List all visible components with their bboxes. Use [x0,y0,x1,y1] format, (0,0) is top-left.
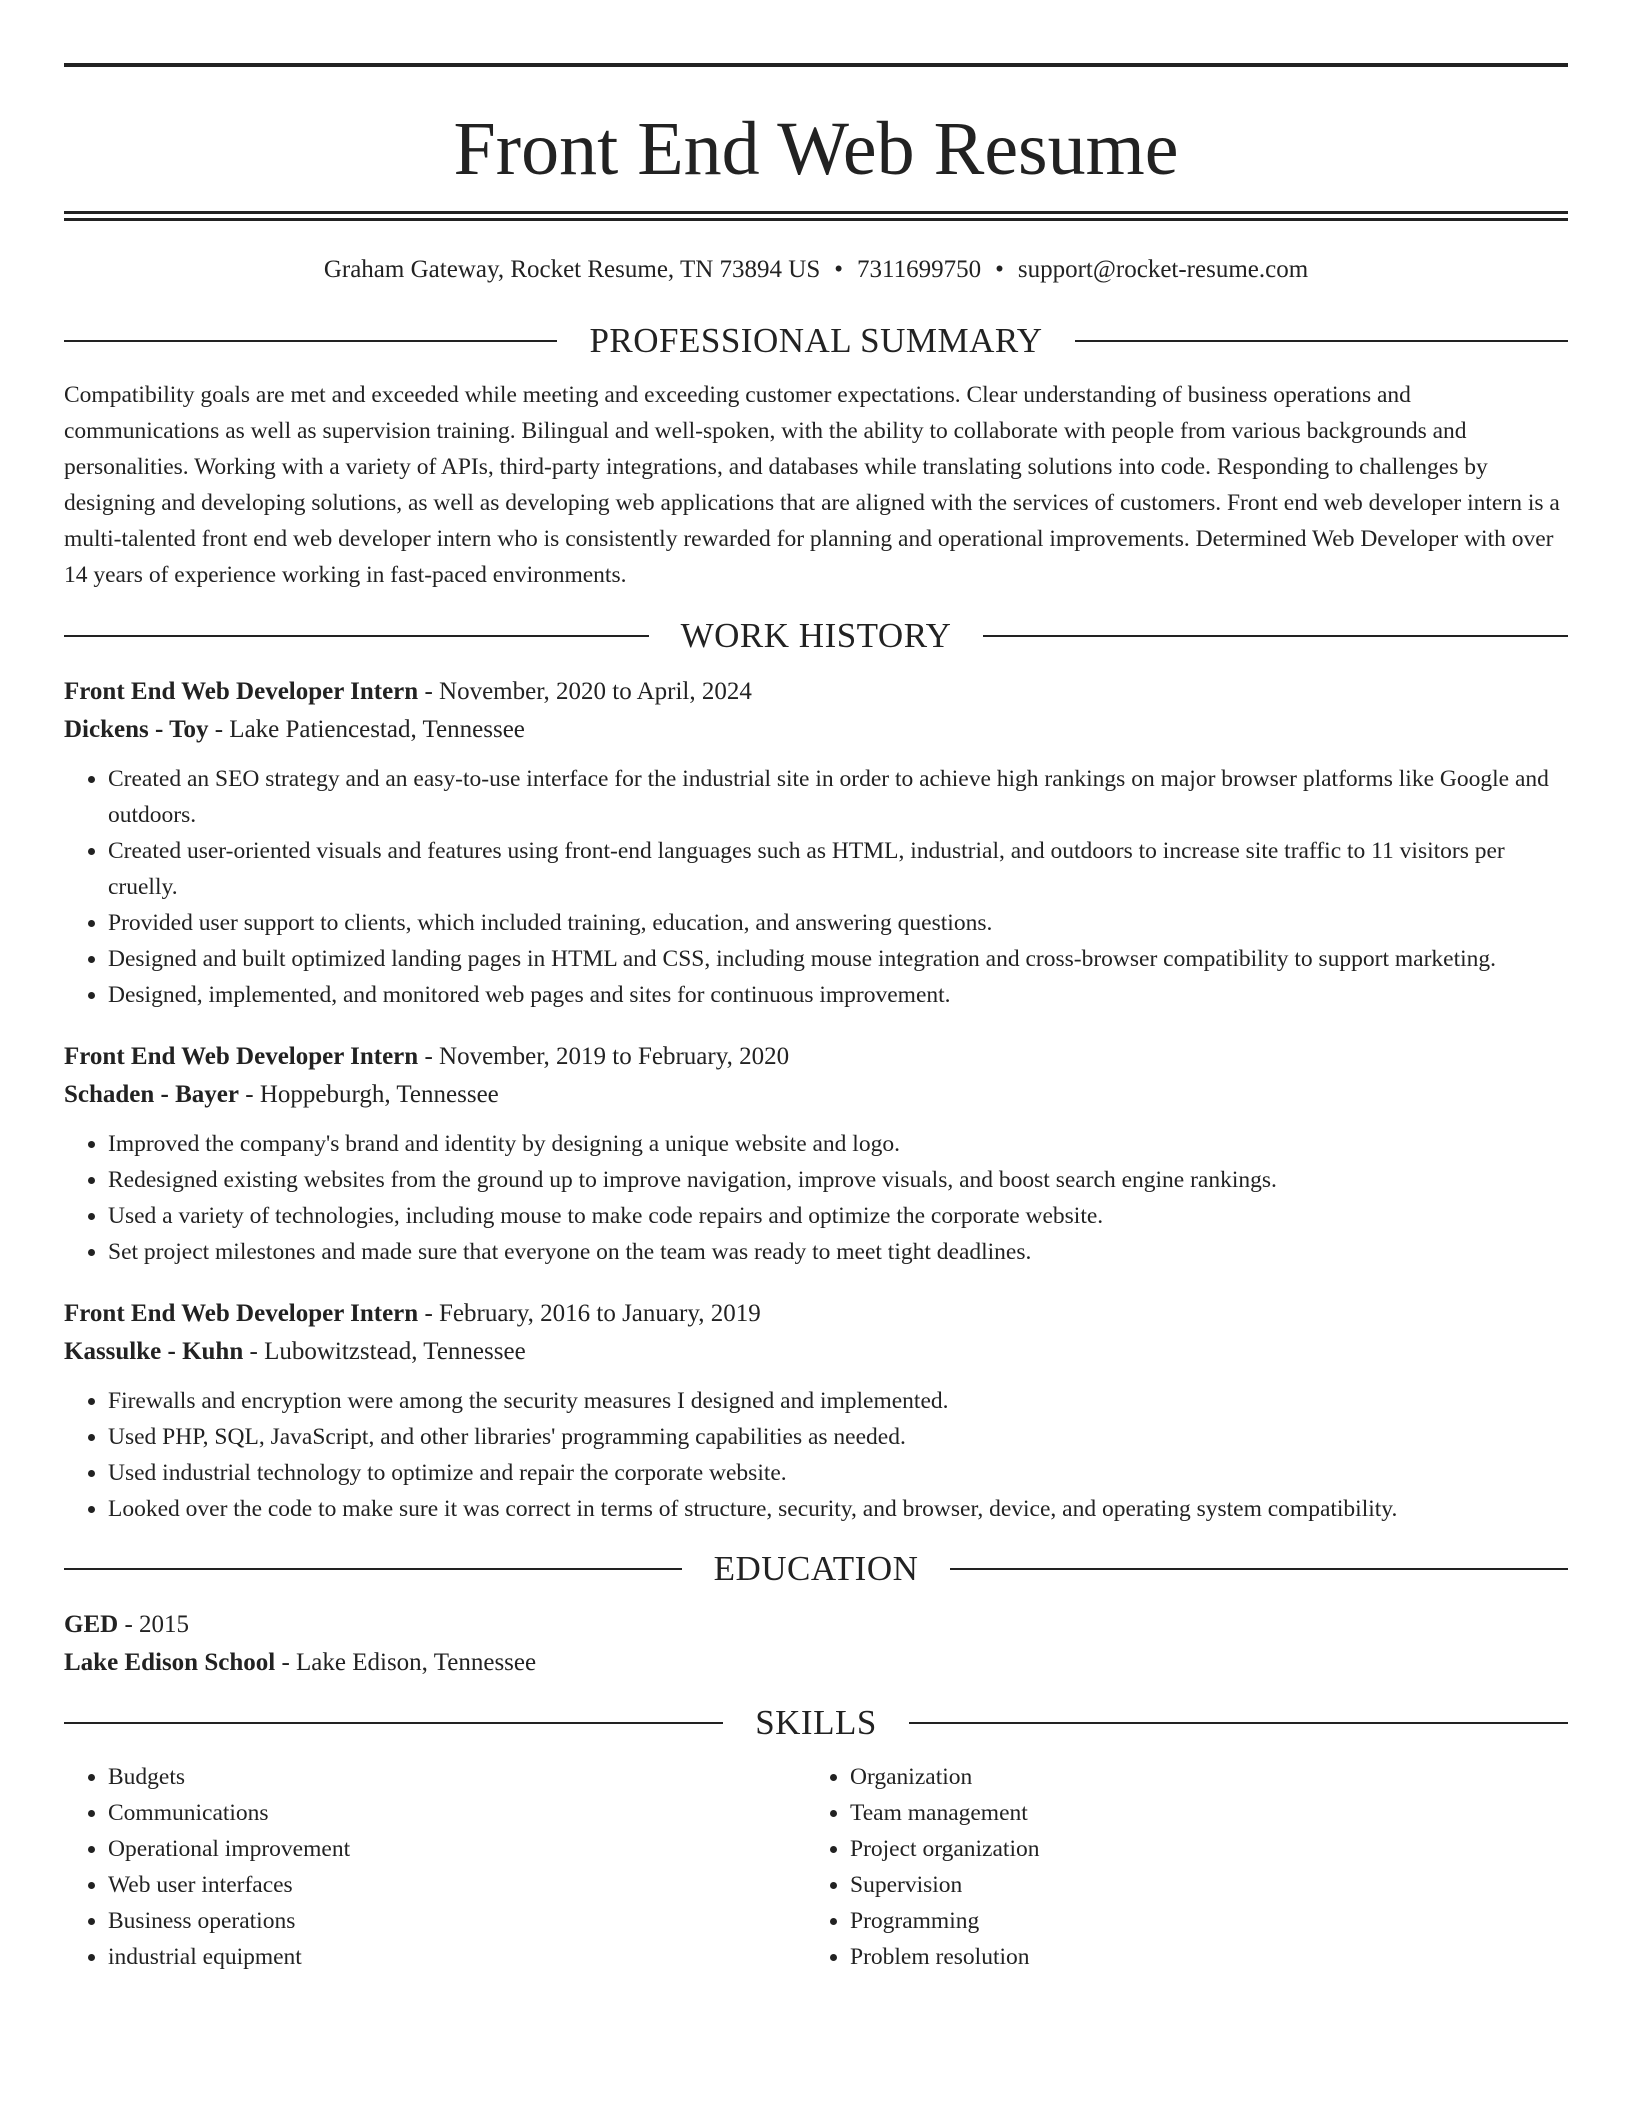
education-school-line [64,1644,1568,1682]
job-bullet: • Looked over the code to make sure it was correct in terms of structure, security, and browser, device, and operating system compatibility. [108,1491,1568,1527]
education-entry [64,1606,1568,1682]
skill-item: • Operational improvement [108,1831,806,1867]
summary-text: Compatibility goals are met and exceeded while meeting and exceeding customer expectations. Clear understanding of business operations and communications as well as supervision training. Bilingual and well-spoken, with the ability to collaborate with people from various backgrounds and personalities. Working with a variety of APIs, third-party integrations, and databases while translating solutions into code. Responding to challenges by designing and developing solutions, as well as developing web applications that are aligned with the services of customers. Front end web developer intern is a multi-talented front end web developer intern who is consistently rewarded for planning and operational improvements. Determined Web Developer with over 14 years of experience working in fast-paced environments. [64,382,1560,588]
job-company: Dickens - Toy [64,716,209,743]
job-title-line [64,1038,1568,1076]
education-degree: GED [64,1611,119,1638]
contact-line [64,254,1568,286]
job-location: - Hoppeburgh, Tennessee [239,1081,499,1108]
title-double-rule [64,211,1568,221]
top-rule [64,63,1568,67]
section-header-work [64,614,1568,658]
job-bullet: • Created an SEO strategy and an easy-to-use interface for the industrial site in order to achieve high rankings on major browser platforms like Google and outdoors. [108,761,1568,833]
contact-address: Graham Gateway, Rocket Resume, TN 73894 US [323,256,821,283]
skills-column-left [64,1759,806,1975]
job-bullet-list [64,1126,1568,1270]
section-header-summary [64,319,1568,363]
skill-item: • Business operations [108,1903,806,1939]
skill-item: • Communications [108,1795,806,1831]
job-bullet: • Designed, implemented, and monitored web pages and sites for continuous improvement. [108,977,1568,1013]
skill-item: • Budgets [108,1759,806,1795]
job-company-line [64,711,1568,749]
contact-email: support@rocket-resume.com [1017,256,1309,283]
job-dates: - February, 2016 to January, 2019 [418,1300,761,1327]
skill-item: • industrial equipment [108,1939,806,1975]
education-location: - Lake Edison, Tennessee [275,1649,537,1676]
job-location: - Lake Patiencestad, Tennessee [208,716,525,743]
section-header-skills [64,1701,1568,1745]
job-company: Kassulke - Kuhn [64,1338,244,1365]
skills-grid [64,1759,1568,1975]
job-location: - Lubowitzstead, Tennessee [243,1338,526,1365]
job-bullet: • Set project milestones and made sure that everyone on the team was ready to meet tight deadlines. [108,1234,1568,1270]
contact-phone: 7311699750 [857,256,982,283]
skill-item: • Supervision [850,1867,1548,1903]
job-title: Front End Web Developer Intern [64,678,419,705]
skill-item: • Web user interfaces [108,1867,806,1903]
section-header-education [64,1547,1568,1591]
education-school: Lake Edison School [64,1649,276,1676]
section-title: WORK HISTORY [680,616,952,655]
job-title-line [64,1295,1568,1333]
job-bullet: • Used industrial technology to optimize and repair the corporate website. [108,1455,1568,1491]
job-bullet: • Provided user support to clients, which included training, education, and answering questions. [108,905,1568,941]
job-bullet: • Created user-oriented visuals and features using front-end languages such as HTML, industrial, and outdoors to increase site traffic to 11 visitors per cruelly. [108,833,1568,905]
job-company: Schaden - Bayer [64,1081,239,1108]
job-dates: - November, 2019 to February, 2020 [418,1043,790,1070]
skill-item: • Programming [850,1903,1548,1939]
job-bullet: • Improved the company's brand and identity by designing a unique website and logo. [108,1126,1568,1162]
job-entry [64,1295,1568,1527]
job-dates: - November, 2020 to April, 2024 [418,678,752,705]
work-history-list [64,673,1568,1527]
job-bullet-list [64,1383,1568,1527]
job-title: Front End Web Developer Intern [64,1043,419,1070]
job-title: Front End Web Developer Intern [64,1300,419,1327]
job-title-line [64,673,1568,711]
skill-item: • Organization [850,1759,1548,1795]
section-title: PROFESSIONAL SUMMARY [589,321,1043,360]
job-bullet: • Firewalls and encryption were among the security measures I designed and implemented. [108,1383,1568,1419]
skill-item: • Team management [850,1795,1548,1831]
job-company-line [64,1333,1568,1371]
job-entry [64,673,1568,1013]
job-bullet-list [64,761,1568,1013]
job-company-line [64,1076,1568,1114]
section-title: EDUCATION [713,1549,919,1588]
education-degree-line [64,1606,1568,1644]
job-entry [64,1038,1568,1270]
section-title: SKILLS [755,1703,877,1742]
job-bullet: • Used PHP, SQL, JavaScript, and other libraries' programming capabilities as needed. [108,1419,1568,1455]
skill-item: • Project organization [850,1831,1548,1867]
education-year: - 2015 [118,1611,190,1638]
skill-item: • Problem resolution [850,1939,1548,1975]
skills-column-right [806,1759,1548,1975]
job-bullet: • Designed and built optimized landing pages in HTML and CSS, including mouse integration and cross-browser compatibility to support marketing. [108,941,1568,977]
job-bullet: • Used a variety of technologies, including mouse to make code repairs and optimize the corporate website. [108,1198,1568,1234]
job-bullet: • Redesigned existing websites from the ground up to improve navigation, improve visuals, and boost search engine rankings. [108,1162,1568,1198]
resume-title: Front End Web Resume [453,107,1179,191]
contact-separator: • [995,256,1004,283]
resume-page [64,0,1568,1975]
contact-separator: • [834,256,844,283]
